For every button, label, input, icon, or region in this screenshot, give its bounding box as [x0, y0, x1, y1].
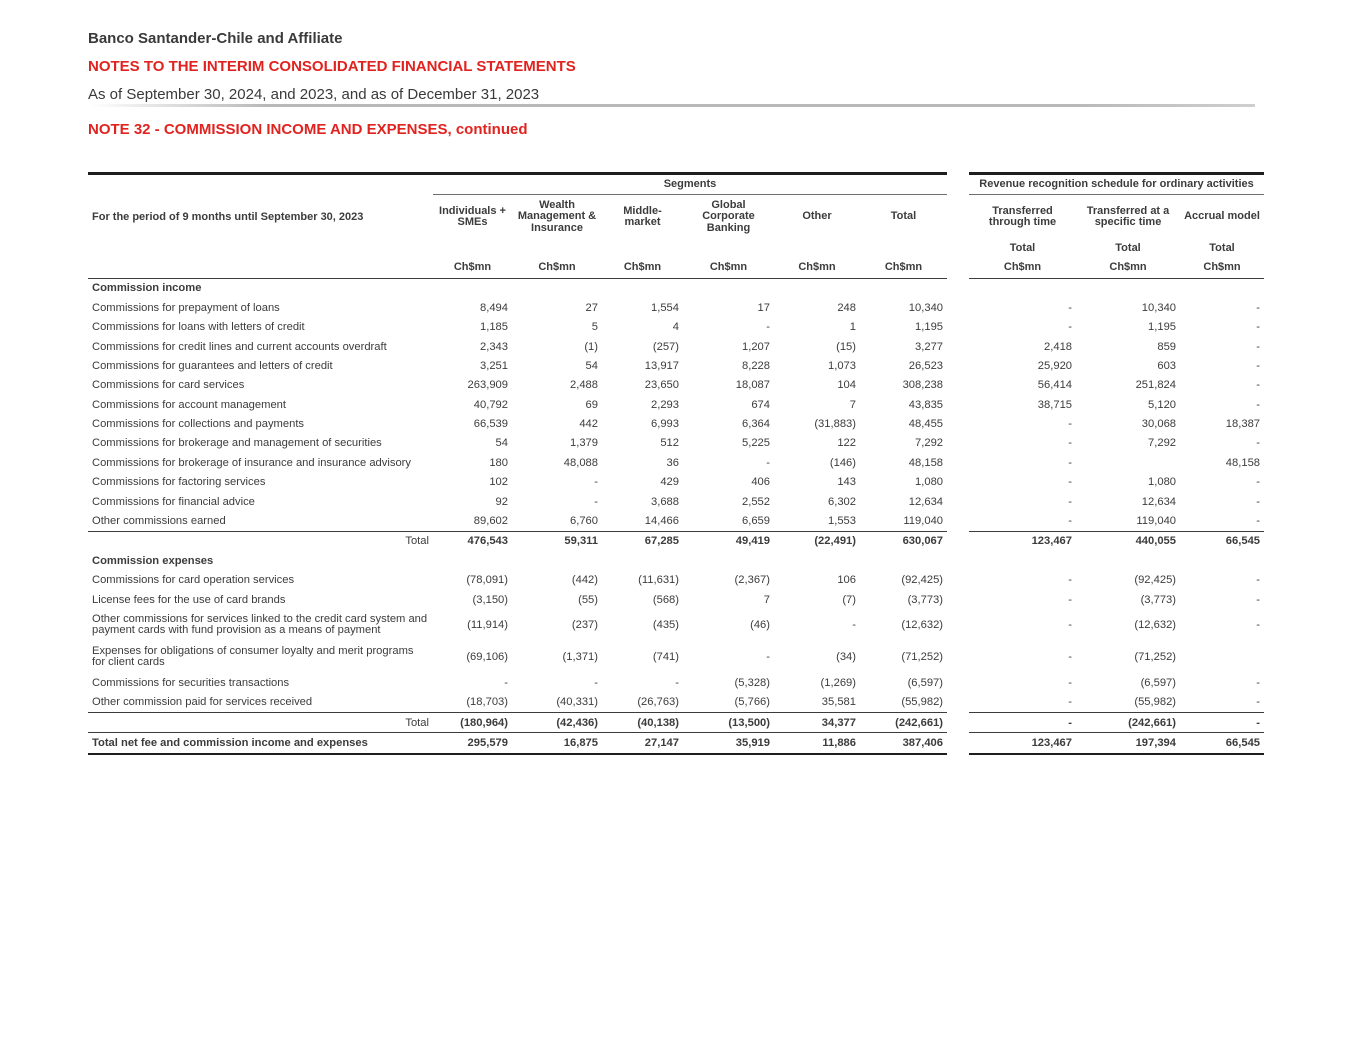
row-label: Commissions for prepayment of loans — [92, 301, 280, 314]
row-label: Commissions for card operation services — [92, 574, 295, 587]
table-row — [88, 641, 1264, 673]
cell-value: 7 — [763, 593, 770, 606]
cell-value: 66,539 — [473, 418, 508, 431]
table-row — [88, 414, 1264, 433]
cell-value: - — [1068, 677, 1073, 689]
income-total-row — [88, 531, 1264, 551]
table-row — [88, 298, 1264, 317]
cell-value: 8,228 — [742, 359, 770, 372]
cell-value: - — [1068, 651, 1073, 664]
cell-value: 251,824 — [1135, 379, 1177, 392]
cell-value: 512 — [660, 437, 679, 450]
unit-label: Ch$mn — [774, 258, 860, 278]
cell-value: (7) — [842, 593, 856, 606]
row-label: Commissions for guarantees and letters of credit — [92, 359, 333, 372]
cell-value: (12,632) — [901, 619, 944, 632]
sub-total-label: Total — [1009, 241, 1036, 254]
cell-value: 123,467 — [969, 733, 1076, 754]
table-row — [88, 356, 1264, 375]
cell-value: 89,602 — [473, 515, 508, 528]
row-label: Commissions for brokerage and management of securities — [92, 437, 382, 450]
cell-value: 123,467 — [969, 531, 1076, 551]
col-header-specific-time: Transferred at a specific time — [1086, 204, 1170, 229]
col-header-wealth: Wealth Management & Insurance — [517, 198, 597, 234]
cell-value: (180,964) — [433, 713, 512, 733]
cell-value: 48,158 — [908, 456, 944, 469]
row-label: Other commissions earned — [92, 515, 226, 528]
cell-value: (242,661) — [1076, 713, 1180, 733]
cell-value: 23,650 — [644, 379, 679, 392]
cell-value: 143 — [837, 476, 856, 489]
sub-total-label: Total — [1115, 241, 1141, 254]
cell-value: 17 — [757, 301, 770, 314]
cell-value: 36 — [666, 456, 679, 469]
cell-value: 59,311 — [512, 531, 602, 551]
cell-value: 38,715 — [1037, 398, 1073, 411]
cell-value: 2,418 — [1044, 340, 1073, 353]
table-row — [88, 673, 1264, 692]
cell-value: 10,340 — [908, 301, 944, 314]
table-row — [88, 511, 1264, 531]
cell-value: - — [766, 321, 770, 334]
cell-value: 197,394 — [1076, 733, 1180, 754]
row-label: Total — [88, 531, 433, 551]
cell-value: 406 — [751, 476, 770, 489]
cell-value: - — [1068, 574, 1073, 587]
cell-value: 66,545 — [1180, 733, 1264, 754]
revenue-group-header: Revenue recognition schedule for ordinary activities — [969, 174, 1264, 195]
note-title: NOTE 32 - COMMISSION INCOME AND EXPENSES, continued — [88, 121, 528, 138]
cell-value: (71,252) — [1134, 651, 1177, 664]
row-label: Expenses for obligations of consumer loyalty and merit programs for client cards — [92, 644, 414, 669]
cell-value: 387,406 — [860, 733, 947, 754]
table-row — [88, 571, 1264, 590]
cell-value: - — [1068, 619, 1073, 632]
cell-value: 43,835 — [908, 398, 944, 411]
cell-value: 12,634 — [908, 495, 944, 508]
cell-value: 54 — [495, 437, 508, 450]
cell-value: (5,766) — [734, 696, 770, 709]
cell-value: 119,040 — [903, 515, 944, 528]
cell-value: (55,982) — [901, 696, 944, 709]
row-label: Commissions for card services — [92, 379, 245, 392]
cell-value: 48,088 — [563, 456, 598, 469]
unit-label: Ch$mn — [969, 258, 1076, 278]
cell-value: - — [1068, 696, 1073, 709]
cell-value: 49,419 — [683, 531, 774, 551]
cell-value: (6,597) — [907, 677, 944, 689]
row-label: Commissions for financial advice — [92, 495, 255, 508]
cell-value: - — [1256, 515, 1261, 528]
cell-value: 5,120 — [1148, 398, 1177, 411]
period-label: For the period of 9 months until September 30, 2023 — [92, 210, 364, 223]
col-header-middle-market: Middle-market — [623, 204, 662, 229]
cell-value: 16,875 — [512, 733, 602, 754]
cell-value: 104 — [837, 379, 856, 392]
row-label: Commissions for credit lines and current accounts overdraft — [92, 340, 387, 353]
cell-value: (3,150) — [472, 593, 508, 606]
cell-value: 34,377 — [774, 713, 860, 733]
cell-value: - — [1256, 574, 1261, 587]
cell-value: 56,414 — [1037, 379, 1073, 392]
unit-label: Ch$mn — [860, 258, 947, 278]
as-of-date: As of September 30, 2024, and 2023, and as of December 31, 2023 — [88, 86, 540, 103]
cell-value: 26,523 — [908, 359, 944, 372]
cell-value: 2,343 — [480, 340, 508, 353]
cell-value: 27 — [585, 301, 598, 314]
cell-value: 92 — [495, 495, 508, 508]
cell-value: (11,914) — [467, 619, 508, 632]
cell-value: 6,760 — [570, 515, 598, 528]
table-row — [88, 337, 1264, 356]
table-row — [88, 434, 1264, 453]
cell-value: 1,195 — [915, 321, 944, 334]
col-header-through-time: Transferred through time — [988, 204, 1057, 229]
cell-value: 8,494 — [480, 301, 508, 314]
cell-value: (92,425) — [901, 574, 944, 587]
cell-value: 6,302 — [828, 495, 856, 508]
cell-value: - — [1256, 379, 1261, 392]
cell-value: 13,917 — [644, 359, 679, 372]
cell-value: 10,340 — [1141, 301, 1177, 314]
cell-value: 6,659 — [742, 515, 770, 528]
cell-value: (3,773) — [907, 593, 944, 606]
cell-value: - — [1068, 418, 1073, 431]
cell-value: - — [1068, 456, 1073, 469]
cell-value: - — [1068, 515, 1073, 528]
cell-value: 40,792 — [473, 398, 508, 411]
cell-value: 3,277 — [915, 340, 944, 353]
cell-value: 48,158 — [1225, 456, 1261, 469]
cell-value: 1,073 — [828, 359, 856, 372]
col-header-other: Other — [802, 210, 832, 223]
row-label: Total — [88, 713, 433, 733]
cell-value: 263,909 — [467, 379, 508, 392]
row-label: Commissions for account management — [92, 398, 287, 411]
unit-label: Ch$mn — [1076, 258, 1180, 278]
cell-value: - — [852, 619, 856, 632]
cell-value: - — [1256, 677, 1261, 689]
cell-value: 630,067 — [860, 531, 947, 551]
col-header-total: Total — [890, 210, 917, 223]
cell-value: - — [1256, 593, 1261, 606]
col-header-accrual: Accrual model — [1184, 210, 1260, 223]
row-label: Commissions for factoring services — [92, 476, 266, 489]
cell-value: 1,379 — [570, 437, 598, 450]
commission-table — [88, 172, 1264, 755]
cell-value: (34) — [836, 651, 856, 664]
cell-value: (5,328) — [734, 677, 770, 689]
table-row — [88, 453, 1264, 472]
cell-value: (12,632) — [1134, 619, 1177, 632]
col-header-global-corporate: Global Corporate Banking — [702, 198, 755, 234]
cell-value: - — [766, 651, 770, 664]
cell-value: 308,238 — [902, 379, 944, 392]
cell-value: - — [1256, 359, 1261, 372]
cell-value: 106 — [837, 574, 856, 587]
cell-value: - — [1256, 437, 1261, 450]
table-row — [88, 590, 1264, 609]
header-divider — [90, 104, 1255, 107]
expense-total-row — [88, 713, 1264, 733]
cell-value: (69,106) — [466, 651, 508, 664]
unit-label: Ch$mn — [433, 258, 512, 278]
cell-value: - — [1068, 476, 1073, 489]
cell-value: (2,367) — [734, 574, 770, 587]
table-row — [88, 376, 1264, 395]
cell-value: 7,292 — [915, 437, 944, 450]
cell-value: 11,886 — [774, 733, 860, 754]
cell-value: (442) — [571, 574, 598, 587]
cell-value: 102 — [489, 476, 508, 489]
row-label: Commissions for securities transactions — [92, 677, 290, 689]
cell-value: (31,883) — [814, 418, 856, 431]
cell-value: 1,207 — [742, 340, 770, 353]
cell-value: (55) — [578, 593, 598, 606]
cell-value: 429 — [660, 476, 679, 489]
cell-value: 14,466 — [644, 515, 679, 528]
cell-value: 30,068 — [1141, 418, 1177, 431]
cell-value: - — [1068, 437, 1073, 450]
cell-value: (1) — [584, 340, 598, 353]
cell-value: (78,091) — [466, 574, 508, 587]
cell-value: (42,436) — [512, 713, 602, 733]
cell-value: 5 — [591, 321, 598, 334]
cell-value: (46) — [750, 619, 770, 632]
cell-value: - — [969, 713, 1076, 733]
cell-value: - — [1256, 321, 1261, 334]
cell-value: 25,920 — [1037, 359, 1073, 372]
cell-value: 859 — [1157, 340, 1177, 353]
row-label: Other commission paid for services received — [92, 696, 313, 709]
cell-value: - — [1256, 340, 1261, 353]
cell-value: 6,364 — [742, 418, 770, 431]
cell-value: 2,488 — [570, 379, 598, 392]
cell-value: - — [1068, 495, 1073, 508]
company-name: Banco Santander-Chile and Affiliate — [88, 30, 343, 47]
cell-value: (40,331) — [556, 696, 598, 709]
cell-value: - — [594, 495, 598, 508]
cell-value: - — [1256, 696, 1261, 709]
table-row — [88, 693, 1264, 713]
cell-value: - — [675, 677, 679, 689]
cell-value: 119,040 — [1136, 515, 1177, 528]
cell-value: (6,597) — [1140, 677, 1177, 689]
row-label: Commissions for brokerage of insurance and insurance advisory — [92, 456, 411, 469]
cell-value: 1,554 — [651, 301, 679, 314]
cell-value: - — [594, 677, 598, 689]
cell-value: (741) — [652, 651, 679, 664]
cell-value: 1 — [849, 321, 856, 334]
cell-value: 440,055 — [1076, 531, 1180, 551]
row-label: Commissions for loans with letters of credit — [92, 321, 305, 334]
cell-value: 122 — [837, 437, 856, 450]
expense-section-title: Commission expenses — [92, 554, 214, 567]
cell-value: (242,661) — [860, 713, 947, 733]
cell-value: 248 — [837, 301, 856, 314]
cell-value: (92,425) — [1134, 574, 1177, 587]
unit-label: Ch$mn — [1180, 258, 1264, 278]
cell-value: - — [1068, 321, 1073, 334]
cell-value: 295,579 — [433, 733, 512, 754]
cell-value: - — [1256, 398, 1261, 411]
cell-value: - — [1068, 593, 1073, 606]
row-label: Total net fee and commission income and expenses — [88, 733, 433, 754]
cell-value: 442 — [579, 418, 598, 431]
cell-value: 66,545 — [1180, 531, 1264, 551]
cell-value: - — [504, 677, 508, 689]
cell-value: (22,491) — [774, 531, 860, 551]
cell-value: 674 — [751, 398, 770, 411]
cell-value: 180 — [489, 456, 508, 469]
row-label: License fees for the use of card brands — [92, 593, 286, 606]
cell-value: - — [1180, 713, 1264, 733]
cell-value: - — [1068, 301, 1073, 314]
cell-value: (15) — [836, 340, 856, 353]
cell-value: - — [1256, 476, 1261, 489]
cell-value: (40,138) — [602, 713, 683, 733]
cell-value: (1,269) — [820, 677, 856, 689]
cell-value: (13,500) — [683, 713, 774, 733]
col-header-individuals: Individuals + SMEs — [439, 204, 506, 229]
cell-value: (3,773) — [1140, 593, 1177, 606]
cell-value: 1,195 — [1148, 321, 1177, 334]
cell-value: 12,634 — [1141, 495, 1177, 508]
cell-value — [1180, 641, 1264, 673]
cell-value: 18,387 — [1225, 418, 1261, 431]
cell-value: 4 — [672, 321, 679, 334]
sub-total-label: Total — [1209, 241, 1235, 254]
table-row — [88, 473, 1264, 492]
cell-value: 1,185 — [480, 321, 508, 334]
cell-value: - — [1256, 495, 1261, 508]
cell-value: 603 — [1157, 359, 1177, 372]
header-corner — [88, 174, 433, 195]
row-label: Other commissions for services linked to the credit card system and payment cards with fund provision as a means of payment — [92, 612, 428, 637]
table-row — [88, 317, 1264, 336]
cell-value: 2,552 — [742, 495, 770, 508]
cell-value: (71,252) — [901, 651, 944, 664]
notes-title: NOTES TO THE INTERIM CONSOLIDATED FINANCIAL STATEMENTS — [88, 58, 576, 75]
cell-value: (237) — [571, 619, 598, 632]
cell-value: (435) — [652, 619, 679, 632]
cell-value: - — [1256, 301, 1261, 314]
cell-value: 18,087 — [735, 379, 770, 392]
cell-value: 35,581 — [821, 696, 856, 709]
income-section-title: Commission income — [92, 282, 202, 295]
cell-value: (26,763) — [637, 696, 679, 709]
cell-value: 54 — [585, 359, 598, 372]
cell-value: 2,293 — [651, 398, 679, 411]
unit-label: Ch$mn — [683, 258, 774, 278]
cell-value: 35,919 — [683, 733, 774, 754]
cell-value: 476,543 — [433, 531, 512, 551]
table-row — [88, 395, 1264, 414]
unit-label: Ch$mn — [512, 258, 602, 278]
cell-value — [1076, 453, 1180, 472]
cell-value: 48,455 — [908, 418, 944, 431]
cell-value: 7,292 — [1148, 437, 1177, 450]
cell-value: 3,251 — [480, 359, 508, 372]
cell-value: 67,285 — [602, 531, 683, 551]
table-row — [88, 492, 1264, 511]
cell-value: 1,553 — [828, 515, 856, 528]
grand-total-row — [88, 733, 1264, 754]
cell-value: 7 — [849, 398, 856, 411]
cell-value: (1,371) — [562, 651, 598, 664]
cell-value: 1,080 — [915, 476, 944, 489]
cell-value: 3,688 — [651, 495, 679, 508]
cell-value: (257) — [652, 340, 679, 353]
cell-value: (146) — [829, 456, 856, 469]
cell-value: 69 — [585, 398, 598, 411]
cell-value: 1,080 — [1148, 476, 1177, 489]
cell-value: - — [766, 456, 770, 469]
cell-value: (55,982) — [1134, 696, 1177, 709]
cell-value: (11,631) — [638, 574, 679, 587]
cell-value: 27,147 — [602, 733, 683, 754]
segments-group-header: Segments — [433, 174, 947, 195]
cell-value: - — [1256, 619, 1261, 632]
cell-value: (18,703) — [466, 696, 508, 709]
row-label: Commissions for collections and payments — [92, 418, 305, 431]
cell-value: (568) — [652, 593, 679, 606]
cell-value: 5,225 — [742, 437, 770, 450]
cell-value: - — [594, 476, 598, 489]
table-row — [88, 609, 1264, 641]
unit-label: Ch$mn — [602, 258, 683, 278]
cell-value: 6,993 — [651, 418, 679, 431]
